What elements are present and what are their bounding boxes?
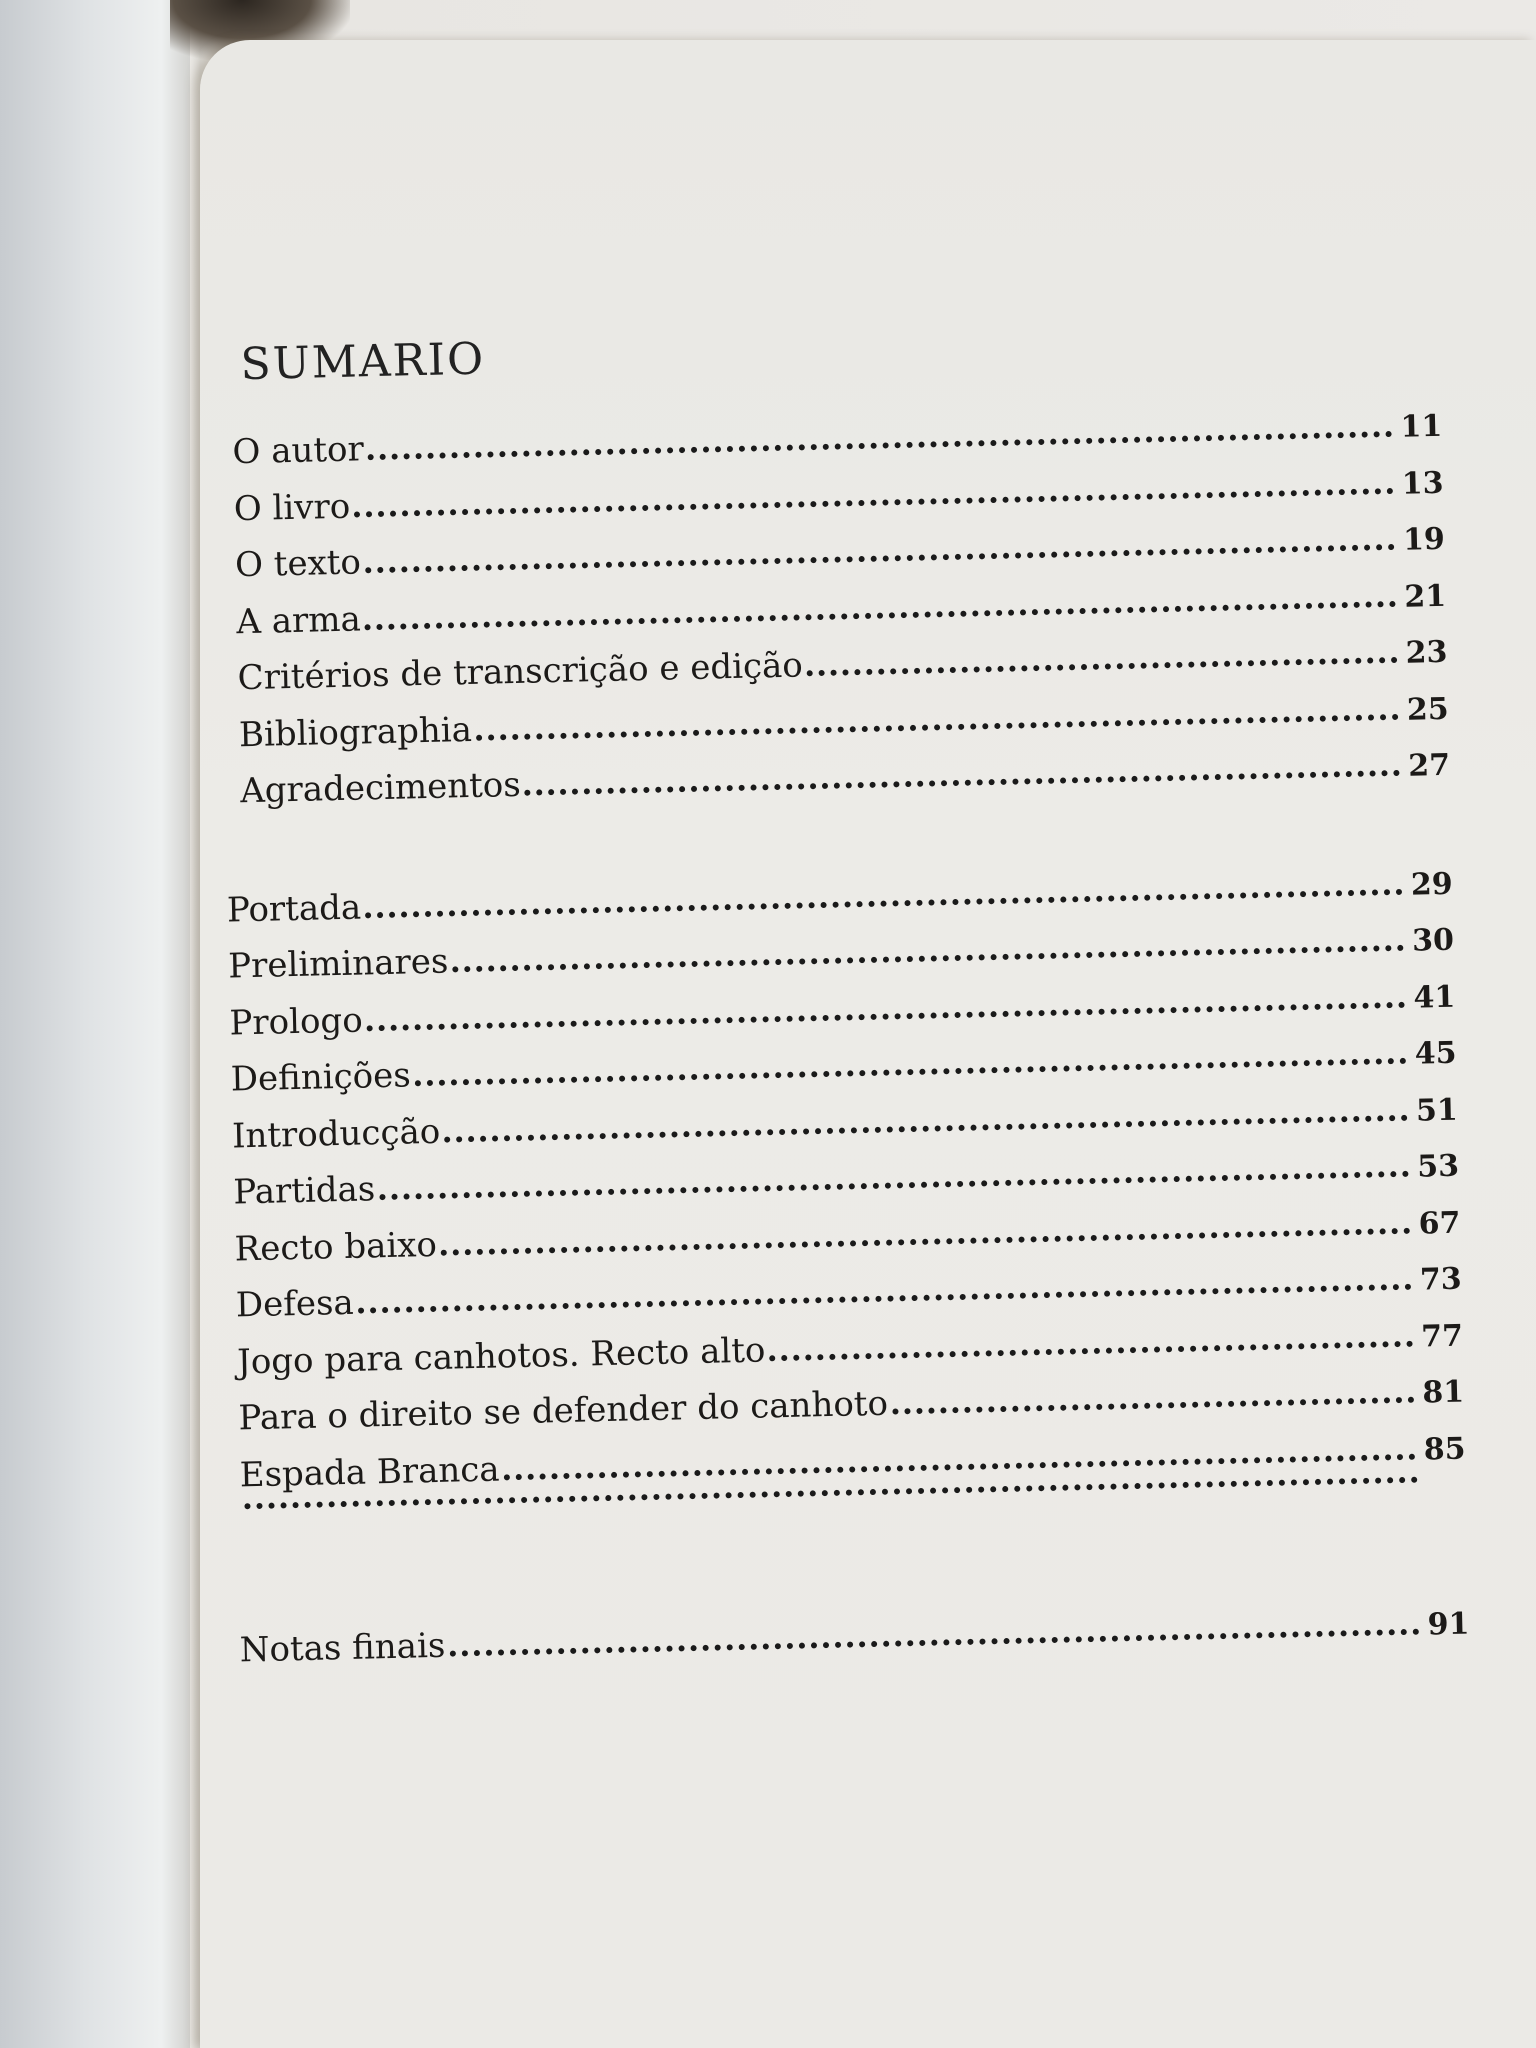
- toc-entry-label: O texto: [234, 542, 362, 586]
- toc-entry-page: 67: [1418, 1205, 1461, 1242]
- dot-leader: [379, 1171, 1409, 1200]
- page-title: SUMARIO: [239, 333, 486, 391]
- toc-entry-label: Defesa: [235, 1282, 355, 1326]
- toc-entry-page: 81: [1422, 1374, 1465, 1411]
- toc-entry-label: Portada: [226, 886, 362, 931]
- dot-leader: [365, 544, 1395, 573]
- toc-entry-page: 85: [1423, 1431, 1466, 1468]
- toc-entry-label: O livro: [233, 486, 351, 529]
- toc-entry-label: Jogo para canhotos. Recto alto: [236, 1329, 766, 1382]
- facing-page: [0, 0, 190, 2048]
- toc-entry-label: Partidas: [232, 1169, 376, 1213]
- toc-entry-label: Recto baixo: [234, 1224, 438, 1269]
- dot-leader: [368, 431, 1393, 460]
- toc-entry-label: Prologo: [229, 999, 364, 1044]
- toc-entry-page: 51: [1415, 1092, 1459, 1129]
- toc-entry-label: Critérios de transcrição e edição: [237, 645, 804, 699]
- dot-leader: [807, 657, 1398, 676]
- toc-entry-page: 73: [1419, 1261, 1463, 1298]
- dot-leader: [358, 1284, 1412, 1314]
- dot-leader: [476, 713, 1399, 740]
- toc-entry-page: 11: [1400, 408, 1443, 445]
- table-of-contents: [200, 312, 1470, 1679]
- toc-entry-page: 45: [1414, 1035, 1457, 1072]
- toc-entry-label: Notas finais: [239, 1625, 446, 1670]
- toc-entry-label: Introducção: [231, 1111, 441, 1156]
- toc-entry-page: 19: [1402, 521, 1446, 558]
- toc-entry-label: Espada Branca: [239, 1448, 501, 1495]
- toc-entry-label: Definições: [230, 1055, 412, 1100]
- toc-entry-page: 29: [1410, 866, 1454, 903]
- toc-entry-page: 25: [1406, 691, 1450, 728]
- toc-entry-page: 30: [1411, 922, 1455, 959]
- toc-entry-page: 21: [1403, 578, 1447, 615]
- toc-entry-label: Preliminares: [227, 941, 449, 987]
- dot-leader: [441, 1227, 1411, 1255]
- toc-entry-label: O autor: [232, 429, 365, 473]
- toc-entry-label: Agradecimentos: [239, 764, 522, 812]
- toc-entry-page: 23: [1405, 634, 1448, 671]
- toc-entry-label: Bibliographia: [238, 709, 473, 755]
- dot-leader: [415, 1058, 1407, 1087]
- dot-leader: [367, 1001, 1406, 1031]
- toc-entry-page: 13: [1401, 465, 1444, 502]
- dot-leader: [365, 888, 1403, 918]
- dot-leader: [444, 1114, 1408, 1142]
- dot-leader: [365, 600, 1397, 629]
- toc-entry-label: A arma: [235, 598, 362, 642]
- toc-section-front-matter: [202, 397, 1451, 821]
- toc-section-main-text: [212, 854, 1467, 1560]
- dot-leader: [769, 1340, 1413, 1361]
- toc-entry-page: 53: [1416, 1148, 1460, 1185]
- dot-leader: [525, 770, 1401, 796]
- dot-leader: [449, 1628, 1420, 1656]
- dot-leader: [504, 1453, 1416, 1480]
- toc-entry-page: 27: [1407, 747, 1451, 784]
- toc-entry-page: 77: [1420, 1318, 1464, 1355]
- toc-entry-label: Para o direito se defender do canhoto: [238, 1383, 889, 1439]
- toc-entry-page: 91: [1427, 1606, 1470, 1642]
- dot-leader: [354, 487, 1394, 517]
- dot-leader: [892, 1397, 1415, 1415]
- toc-entry-page: 41: [1413, 979, 1456, 1016]
- toc-entry-page: [1418, 1482, 1466, 1483]
- dot-leader: [452, 945, 1404, 973]
